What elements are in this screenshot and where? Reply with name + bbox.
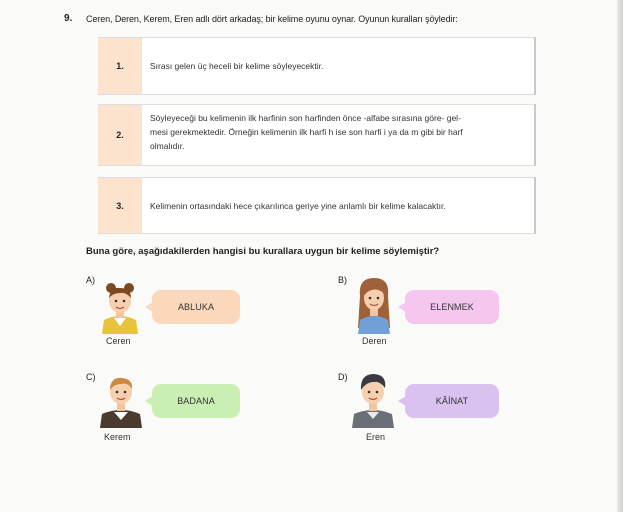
option-letter: D): [338, 372, 348, 382]
rule-box-2: [98, 104, 536, 166]
page-edge: [617, 0, 623, 512]
rule-text: [150, 111, 463, 153]
rule-line: Söyleyeceği bu kelimenin ilk harfinin son harfinden önce -alfabe sırasına göre- gel-: [150, 113, 461, 123]
girl-long-hair-avatar-icon: [352, 276, 396, 334]
rule-line: olmalıdır.: [150, 141, 185, 151]
rule-number: 2.: [98, 105, 142, 165]
speech-bubble: [152, 384, 240, 418]
option-letter: B): [338, 275, 347, 285]
rule-number: 3.: [98, 178, 142, 233]
girl-with-buns-avatar-icon: [98, 280, 142, 334]
question-prompt: Buna göre, aşağıdakilerden hangisi bu kurallara uygun bir kelime söylemiştir?: [86, 246, 440, 257]
speech-bubble: [405, 384, 499, 418]
answer-word: BADANA: [177, 396, 215, 406]
person-name: Eren: [366, 432, 386, 442]
option-letter: A): [86, 275, 95, 285]
question-number: 9.: [64, 13, 73, 24]
boy-avatar-icon: [98, 372, 144, 428]
person-name: Ceren: [106, 336, 131, 346]
rule-text: [150, 59, 323, 73]
speech-bubble: [405, 290, 499, 324]
person-name: Kerem: [104, 432, 131, 442]
rule-box-1: [98, 37, 536, 95]
rule-line: Kelimenin ortasındaki hece çıkarılınca geriye yine anlamlı bir kelime kalacaktır.: [150, 201, 446, 211]
option-letter: C): [86, 372, 96, 382]
speech-bubble: [152, 290, 240, 324]
rule-line: mesi gerekmektedir. Örneğin kelimenin ilk harfi h ise son harfi i ya da m gibi bir harf: [150, 127, 463, 137]
answer-word: ELENMEK: [430, 302, 474, 312]
rule-text: [150, 199, 446, 213]
boy-dark-hair-avatar-icon: [350, 370, 396, 428]
answer-word: KÂİNAT: [435, 396, 469, 406]
rule-box-3: [98, 177, 536, 234]
person-name: Deren: [362, 336, 387, 346]
rule-line: Sırası gelen üç heceli bir kelime söyleyecektir.: [150, 61, 324, 71]
rule-number: 1.: [98, 38, 142, 94]
question-stem: Ceren, Deren, Kerem, Eren adlı dört arkadaş; bir kelime oyunu oynar. Oyunun kuralları şöyledir:: [86, 14, 458, 24]
answer-word: ABLUKA: [177, 302, 215, 312]
